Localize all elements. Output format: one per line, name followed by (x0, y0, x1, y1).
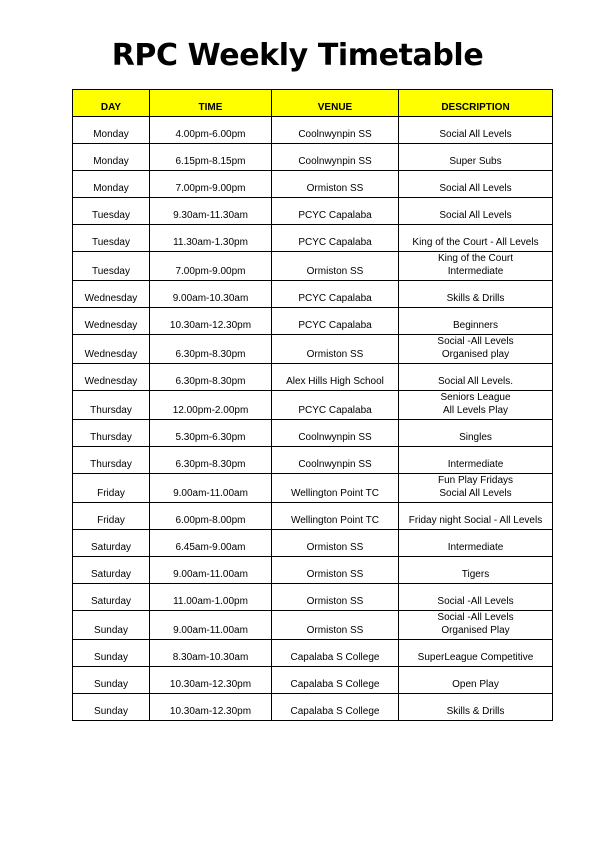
venue-cell: PCYC Capalaba (272, 281, 399, 308)
description-line: Social -All Levels (437, 596, 514, 607)
description-line: Beginners (452, 320, 499, 331)
description-line: Intermediate (447, 266, 504, 277)
day-cell: Tuesday (73, 252, 150, 281)
venue-cell: Ormiston SS (272, 335, 399, 364)
description-line: Open Play (452, 679, 499, 690)
venue-cell: PCYC Capalaba (272, 391, 399, 420)
description-cell (399, 503, 553, 530)
description-line: Social -All Levels (437, 336, 514, 347)
venue-cell: Ormiston SS (272, 611, 399, 640)
column-header-venue: VENUE (272, 90, 399, 117)
time-cell: 9.00am-11.00am (150, 474, 272, 503)
description-line: King of the Court - All Levels (412, 237, 539, 248)
time-cell: 7.00pm-9.00pm (150, 171, 272, 198)
day-cell: Wednesday (73, 308, 150, 335)
time-cell: 6.15pm-8.15pm (150, 144, 272, 171)
day-cell: Tuesday (73, 198, 150, 225)
description-cell (399, 225, 553, 252)
day-cell: Sunday (73, 694, 150, 721)
description-line: Intermediate (447, 542, 504, 553)
venue-cell: Coolnwynpin SS (272, 420, 399, 447)
time-cell: 9.00am-10.30am (150, 281, 272, 308)
description-line: Social All Levels (439, 183, 512, 194)
description-cell (399, 117, 553, 144)
description-line: SuperLeague Competitive (417, 652, 534, 663)
time-cell: 6.45am-9.00am (150, 530, 272, 557)
column-header-description: DESCRIPTION (399, 90, 553, 117)
day-cell: Saturday (73, 584, 150, 611)
description-line: King of the Court (437, 253, 514, 264)
time-cell: 4.00pm-6.00pm (150, 117, 272, 144)
description-cell (399, 308, 553, 335)
venue-cell: Ormiston SS (272, 557, 399, 584)
table-row (73, 474, 553, 503)
venue-cell: PCYC Capalaba (272, 198, 399, 225)
description-cell (399, 252, 553, 281)
day-cell: Friday (73, 474, 150, 503)
description-line: Intermediate (447, 459, 504, 470)
venue-cell: Wellington Point TC (272, 503, 399, 530)
time-cell: 8.30am-10.30am (150, 640, 272, 667)
description-cell (399, 171, 553, 198)
table-row (73, 584, 553, 611)
description-cell (399, 391, 553, 420)
column-header-day: DAY (73, 90, 150, 117)
time-cell: 9.00am-11.00am (150, 611, 272, 640)
table-row (73, 252, 553, 281)
day-cell: Friday (73, 503, 150, 530)
page-title: RPC Weekly Timetable (111, 38, 484, 73)
time-cell: 6.30pm-8.30pm (150, 447, 272, 474)
day-cell: Monday (73, 171, 150, 198)
description-line: Social All Levels. (437, 376, 514, 387)
table-row (73, 308, 553, 335)
table-row (73, 447, 553, 474)
description-cell (399, 144, 553, 171)
day-cell: Wednesday (73, 281, 150, 308)
time-cell: 10.30am-12.30pm (150, 667, 272, 694)
venue-cell: PCYC Capalaba (272, 225, 399, 252)
time-cell: 7.00pm-9.00pm (150, 252, 272, 281)
description-line: Social All Levels (439, 210, 512, 221)
time-cell: 10.30am-12.30pm (150, 308, 272, 335)
table-row (73, 335, 553, 364)
description-line: Fun Play Fridays (437, 475, 514, 486)
description-line: Organised Play (441, 625, 510, 636)
day-cell: Saturday (73, 557, 150, 584)
description-cell (399, 557, 553, 584)
day-cell: Monday (73, 144, 150, 171)
day-cell: Wednesday (73, 364, 150, 391)
table-row (73, 694, 553, 721)
venue-cell: Coolnwynpin SS (272, 117, 399, 144)
description-line: All Levels Play (442, 405, 509, 416)
time-cell: 11.30am-1.30pm (150, 225, 272, 252)
description-line: Skills & Drills (446, 293, 505, 304)
table-row (73, 640, 553, 667)
description-line: Organised play (441, 349, 510, 360)
day-cell: Sunday (73, 667, 150, 694)
description-cell (399, 611, 553, 640)
column-header-time: TIME (150, 90, 272, 117)
description-cell (399, 420, 553, 447)
venue-cell: Capalaba S College (272, 694, 399, 721)
day-cell: Thursday (73, 420, 150, 447)
description-cell (399, 364, 553, 391)
description-line: Social -All Levels (437, 612, 514, 623)
description-cell (399, 694, 553, 721)
time-cell: 9.00am-11.00am (150, 557, 272, 584)
table-row (73, 117, 553, 144)
table-row (73, 667, 553, 694)
time-cell: 10.30am-12.30pm (150, 694, 272, 721)
day-cell: Wednesday (73, 335, 150, 364)
time-cell: 5.30pm-6.30pm (150, 420, 272, 447)
venue-cell: Ormiston SS (272, 171, 399, 198)
time-cell: 11.00am-1.00pm (150, 584, 272, 611)
description-cell (399, 584, 553, 611)
table-row (73, 198, 553, 225)
table-row (73, 225, 553, 252)
description-line: Skills & Drills (446, 706, 505, 717)
description-cell (399, 335, 553, 364)
description-cell (399, 667, 553, 694)
description-line: Super Subs (449, 156, 502, 167)
venue-cell: Ormiston SS (272, 530, 399, 557)
description-line: Singles (459, 432, 492, 443)
description-cell (399, 281, 553, 308)
venue-cell: Wellington Point TC (272, 474, 399, 503)
day-cell: Monday (73, 117, 150, 144)
venue-cell: Capalaba S College (272, 640, 399, 667)
time-cell: 6.00pm-8.00pm (150, 503, 272, 530)
table-row (73, 503, 553, 530)
description-line: Friday night Social - All Levels (408, 515, 543, 526)
table-row (73, 144, 553, 171)
time-cell: 12.00pm-2.00pm (150, 391, 272, 420)
time-cell: 6.30pm-8.30pm (150, 364, 272, 391)
description-line: Social All Levels (439, 129, 512, 140)
description-cell (399, 447, 553, 474)
day-cell: Thursday (73, 447, 150, 474)
table-row (73, 530, 553, 557)
venue-cell: Capalaba S College (272, 667, 399, 694)
venue-cell: Ormiston SS (272, 252, 399, 281)
description-cell (399, 640, 553, 667)
table-row (73, 557, 553, 584)
day-cell: Sunday (73, 640, 150, 667)
timetable-body (73, 117, 553, 721)
table-row (73, 611, 553, 640)
time-cell: 6.30pm-8.30pm (150, 335, 272, 364)
description-cell (399, 474, 553, 503)
description-line: Seniors League (440, 392, 511, 403)
venue-cell: Coolnwynpin SS (272, 144, 399, 171)
table-row (73, 364, 553, 391)
table-row (73, 281, 553, 308)
venue-cell: Alex Hills High School (272, 364, 399, 391)
table-row (73, 420, 553, 447)
venue-cell: PCYC Capalaba (272, 308, 399, 335)
table-row (73, 391, 553, 420)
description-cell (399, 530, 553, 557)
venue-cell: Ormiston SS (272, 584, 399, 611)
description-line: Social All Levels (439, 488, 512, 499)
day-cell: Tuesday (73, 225, 150, 252)
timetable (72, 89, 553, 721)
description-line: Tigers (461, 569, 490, 580)
time-cell: 9.30am-11.30am (150, 198, 272, 225)
description-cell (399, 198, 553, 225)
day-cell: Saturday (73, 530, 150, 557)
day-cell: Thursday (73, 391, 150, 420)
day-cell: Sunday (73, 611, 150, 640)
venue-cell: Coolnwynpin SS (272, 447, 399, 474)
header-row (73, 90, 553, 117)
table-row (73, 171, 553, 198)
